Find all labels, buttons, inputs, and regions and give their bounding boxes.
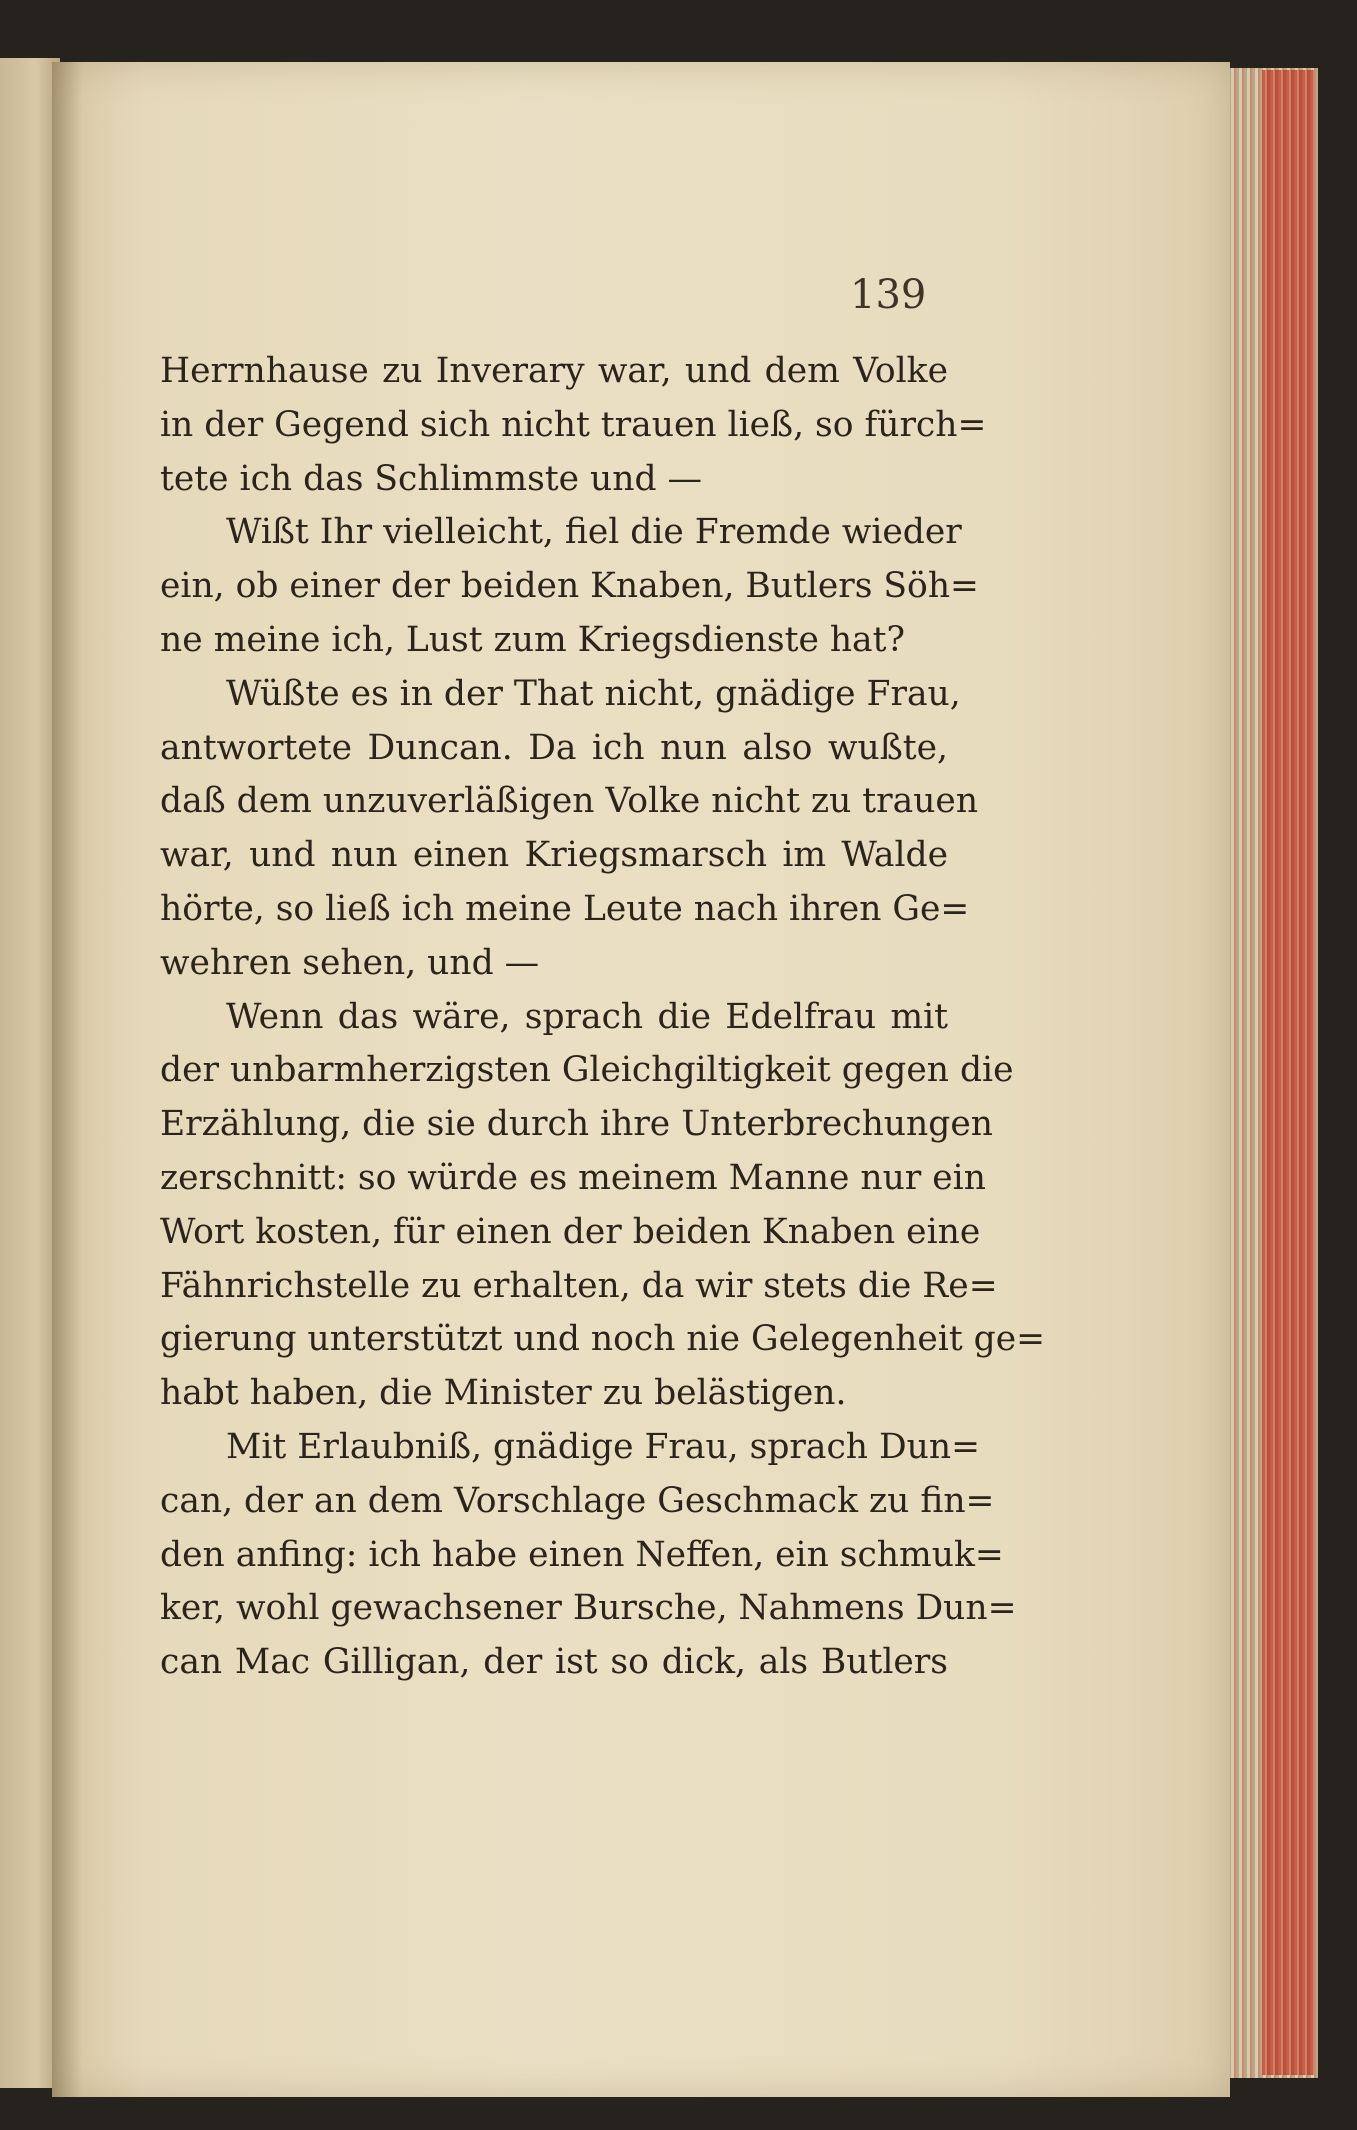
page-gutter-shadow	[52, 62, 82, 2097]
text-line: tete ich das Schlimmste und —	[160, 458, 703, 499]
text-line: zerschnitt: so würde es meinem Manne nur ein	[160, 1157, 986, 1198]
page-number: 139	[850, 272, 927, 318]
text-line: Erzählung, die sie durch ihre Unterbrechungen	[160, 1104, 993, 1145]
text-line: Wißt Ihr vielleicht, fiel die Fremde wieder	[226, 512, 962, 553]
text-line: Wüßte es in der That nicht, gnädige Frau,	[226, 673, 961, 714]
text-line: Wort kosten, für einen der beiden Knaben eine	[160, 1211, 981, 1252]
text-line: Mit Erlaubniß, gnädige Frau, sprach Dun=	[226, 1426, 980, 1467]
text-line: ein, ob einer der beiden Knaben, Butlers Söh=	[160, 566, 979, 607]
text-line: gierung unterstützt und noch nie Gelegenheit ge=	[160, 1319, 1046, 1360]
red-edge-gilding	[1262, 70, 1314, 2075]
facing-page-edge	[0, 58, 60, 2088]
text-line: hörte, so ließ ich meine Leute nach ihren Ge=	[160, 888, 970, 929]
text-line: can, der an dem Vorschlage Geschmack zu fin=	[160, 1480, 995, 1521]
text-line: den anfing: ich habe einen Neffen, ein schmuk=	[160, 1534, 1004, 1575]
text-line: wehren sehen, und —	[160, 942, 540, 983]
text-line: habt haben, die Minister zu belästigen.	[160, 1373, 847, 1414]
text-line: der unbarmherzigsten Gleichgiltigkeit gegen die	[160, 1050, 1014, 1091]
text-line: daß dem unzuverläßigen Volke nicht zu trauen	[160, 781, 979, 822]
body-text	[160, 345, 1046, 1690]
text-line: can Mac Gilligan, der ist so dick, als Butlers	[160, 1642, 948, 1683]
text-line: Wenn das wäre, sprach die Edelfrau mit	[226, 996, 948, 1037]
text-line: in der Gegend sich nicht trauen ließ, so fürch=	[160, 404, 987, 445]
text-line: Herrnhause zu Inverary war, und dem Volke	[160, 351, 948, 391]
text-line: antwortete Duncan. Da ich nun also wußte,	[160, 727, 948, 768]
text-line: war, und nun einen Kriegsmarsch im Walde	[160, 835, 948, 876]
text-line: ker, wohl gewachsener Bursche, Nahmens Dun=	[160, 1588, 1017, 1629]
text-line: Fähnrichstelle zu erhalten, da wir stets die Re=	[160, 1265, 998, 1306]
text-line: ne meine ich, Lust zum Kriegsdienste hat?	[160, 619, 905, 660]
